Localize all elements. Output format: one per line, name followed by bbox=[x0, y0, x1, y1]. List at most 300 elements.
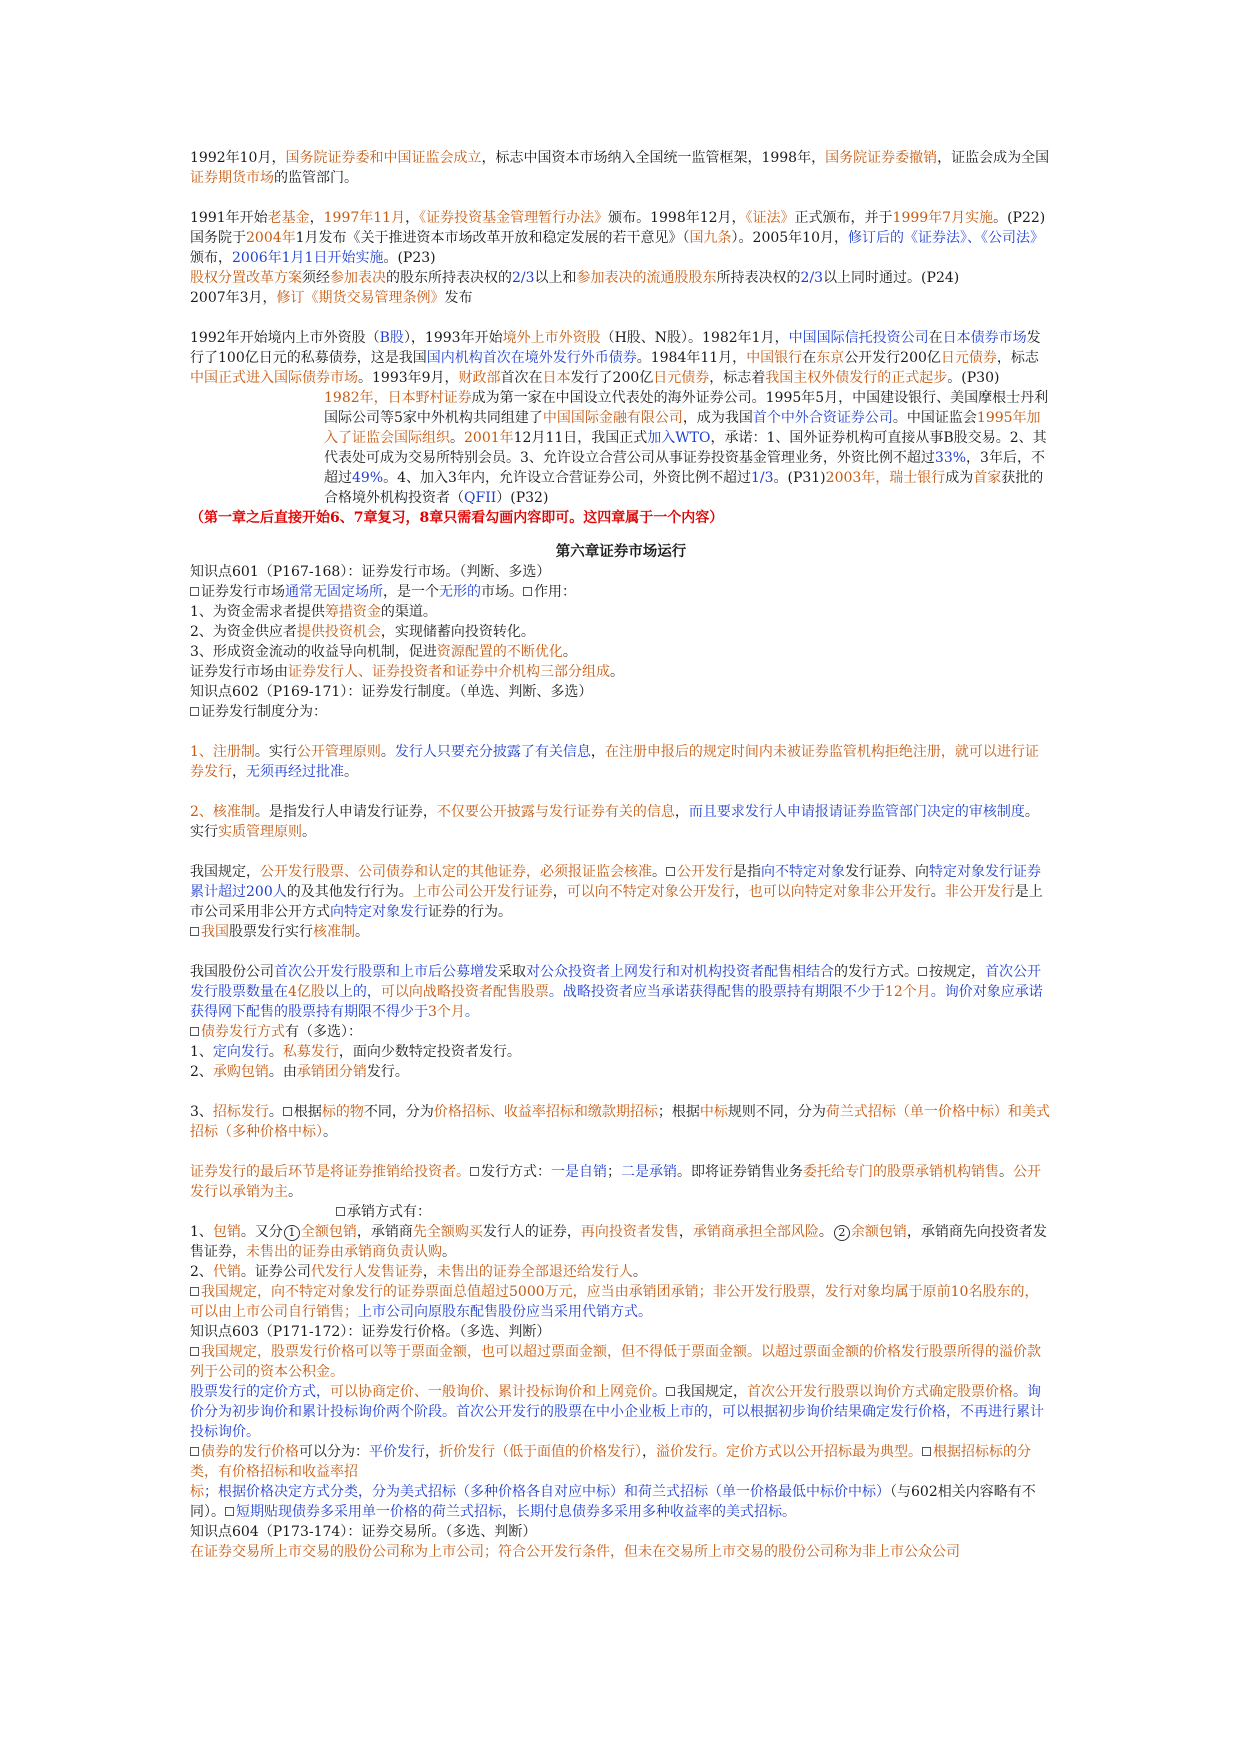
text-segment: 《证券投资基金管理暂行办法》 bbox=[419, 210, 609, 226]
text-segment: ， bbox=[405, 210, 420, 226]
knowledge-point-heading bbox=[190, 1322, 1052, 1342]
text-segment: 境外上市外资股 bbox=[502, 330, 601, 346]
text-segment: 3、形成资金流动的收益导向机制，促进 bbox=[190, 644, 437, 660]
text-segment: ，是一个 bbox=[383, 584, 439, 600]
text-segment: 12月11日，我国正式 bbox=[513, 430, 648, 446]
paragraph-gap bbox=[190, 188, 1052, 208]
bullet-box-icon bbox=[283, 1107, 292, 1116]
text-segment: 代销 bbox=[212, 1264, 241, 1280]
text-segment: 发行人的证券， bbox=[482, 1224, 581, 1240]
text-segment: 一是自销 bbox=[551, 1164, 607, 1180]
text-segment: 股票发行实行 bbox=[229, 924, 313, 940]
paragraph bbox=[190, 1382, 1052, 1442]
text-segment: 。 bbox=[610, 664, 624, 680]
text-segment: 2、为资金供应者 bbox=[190, 624, 297, 640]
text-segment: 成为 bbox=[945, 470, 974, 486]
knowledge-point-heading bbox=[190, 682, 1052, 702]
text-segment: 1992年10月， bbox=[190, 150, 286, 166]
text-segment: ，标志着 bbox=[709, 370, 766, 386]
text-segment: ， bbox=[422, 1264, 437, 1280]
text-segment: 2003年， bbox=[825, 470, 890, 486]
text-segment: 公开发行 bbox=[677, 864, 733, 880]
text-segment: 2007年3月， bbox=[190, 290, 277, 306]
bullet-box-icon bbox=[470, 1167, 479, 1176]
text-segment: 承销方式有： bbox=[347, 1204, 431, 1220]
text-segment: ；根据价格决定方式分类，分为美式招标（多种价格各自对应中标）和荷兰式招标（单一价格最低中标价中标） bbox=[204, 1484, 890, 1500]
text-segment: 。 bbox=[355, 924, 369, 940]
paragraph-gap bbox=[190, 782, 1052, 802]
text-segment: 49% bbox=[352, 470, 384, 486]
text-segment: 招标发行 bbox=[212, 1104, 269, 1120]
text-segment: 无形的 bbox=[439, 584, 481, 600]
text-segment: 。 bbox=[442, 1244, 456, 1260]
text-segment: 2004年 bbox=[246, 230, 296, 246]
text-segment: 以上的， bbox=[324, 984, 381, 1000]
text-segment: ，承销商 bbox=[356, 1224, 413, 1240]
text-segment: （与602相关内容略有不同）。 bbox=[190, 1484, 1036, 1520]
text-segment: 核准制 bbox=[313, 924, 355, 940]
text-segment: 4亿股 bbox=[288, 984, 325, 1000]
text-segment: 中国银行 bbox=[746, 350, 803, 366]
text-segment: 。中国证监会 bbox=[892, 410, 977, 426]
text-segment: 加入WTO bbox=[647, 430, 711, 446]
text-segment: 。 bbox=[344, 764, 358, 780]
text-segment: 。 bbox=[652, 864, 666, 880]
text-segment: 我国规定， bbox=[201, 1284, 271, 1300]
text-segment: 1982年， bbox=[324, 390, 388, 406]
text-segment: 2/3 bbox=[512, 270, 535, 286]
text-segment: 。 bbox=[464, 1004, 479, 1020]
text-segment: 。 bbox=[288, 1184, 302, 1200]
text-segment: 发行人只要充分披露了有关信息 bbox=[394, 744, 591, 760]
text-segment: 我国规定， bbox=[201, 1344, 271, 1360]
text-segment: 筹措资金 bbox=[324, 604, 381, 620]
text-segment: 。 bbox=[268, 1044, 283, 1060]
text-segment: 成为第一家在中国设立代表处的海外证券公司。1995年5月，中国建设银行、美国摩根士丹利国际公司等5家中外机构共同组建了 bbox=[324, 390, 1049, 426]
text-segment: 向特定对象发行 bbox=[330, 904, 428, 920]
paragraph bbox=[190, 1202, 1052, 1222]
text-segment: 。 bbox=[652, 1384, 666, 1400]
text-segment: 是上市公司采用非公开方式 bbox=[190, 884, 1043, 920]
paragraph bbox=[190, 1062, 1052, 1082]
text-segment: 2、 bbox=[190, 1264, 213, 1280]
text-segment: 包销 bbox=[212, 1224, 241, 1240]
text-segment: 核准制 bbox=[212, 804, 255, 820]
paragraph bbox=[190, 328, 1052, 388]
text-segment: 不同，分为 bbox=[363, 1104, 434, 1120]
text-segment: ，证监会成为全国 bbox=[937, 150, 1050, 166]
text-segment: 1995年加入了证监会国际组织 bbox=[324, 410, 1041, 446]
text-segment: 先全额购买 bbox=[412, 1224, 483, 1240]
text-segment: 的发行方式。 bbox=[834, 964, 918, 980]
text-segment: 中标 bbox=[699, 1104, 728, 1120]
text-segment: 中国国际信托投资公司 bbox=[788, 330, 929, 346]
text-segment: 未售出的证券由承销商负责认购 bbox=[246, 1244, 442, 1260]
text-segment: 国九条 bbox=[689, 230, 732, 246]
bullet-box-icon bbox=[190, 707, 199, 716]
text-segment: 我国 bbox=[201, 924, 229, 940]
paragraph bbox=[190, 962, 1052, 1022]
text-segment: 标的物 bbox=[321, 1104, 364, 1120]
text-segment: 。即将证券销售业务 bbox=[677, 1164, 803, 1180]
text-segment: 3、 bbox=[190, 1104, 213, 1120]
text-segment: 全额包销 bbox=[300, 1224, 357, 1240]
paragraph bbox=[190, 148, 1052, 188]
text-segment: 可以协商定价、一般询价、累计投标询价和上网竞价 bbox=[330, 1384, 652, 1400]
bullet-box-icon bbox=[336, 1207, 345, 1216]
text-segment: 证券发行人、证券投资者和证券中介机构三部分组成 bbox=[288, 664, 610, 680]
text-segment: 须经 bbox=[302, 270, 330, 286]
text-segment: 债券的发行价格 bbox=[201, 1444, 299, 1460]
text-segment: 首次公开发行股票以询价方式确定股票价格 bbox=[747, 1384, 1013, 1400]
text-segment: 委托给专门的股票承销机构销售 bbox=[803, 1164, 999, 1180]
text-segment: 在证券交易所上市交易的股份公司称为上市公司；符合公开发行条件，但未在交易所上市交易的股份公司称为非上市公众公司 bbox=[190, 1544, 960, 1560]
text-segment: 折价发行（低于面值的价格发行） bbox=[439, 1444, 642, 1460]
text-segment: 债券发行方式 bbox=[201, 1024, 285, 1040]
text-segment: 1999年7月实施 bbox=[892, 210, 994, 226]
text-segment: 我国规定， bbox=[190, 864, 260, 880]
text-segment: 我国规定， bbox=[677, 1384, 747, 1400]
text-segment: 知识点604（P173-174）：证券交易所。（多选、判断） bbox=[190, 1524, 537, 1540]
text-segment: ）(P32) bbox=[496, 490, 549, 506]
text-segment: 未售出的证券全部退还给发行人 bbox=[436, 1264, 633, 1280]
text-segment: ，承诺：1、国外证券机构可直接从事B股交易。2、其代表处可成为交易所特别会员。3、允许设立合营公司从事证券投资基金管理业务，外资比例不超过 bbox=[324, 430, 1047, 466]
text-segment: 证券的行为。 bbox=[428, 904, 512, 920]
text-segment: （第一章之后直接开始6、7章复习，8章只需看勾画内容即可。这四章属于一个内容） bbox=[190, 510, 724, 526]
text-segment: ），1993年开始 bbox=[403, 330, 503, 346]
text-segment: 证券期货市场 bbox=[190, 170, 274, 186]
text-segment: 发行了100亿日元的私募债券，这是我国 bbox=[190, 330, 1041, 366]
paragraph bbox=[190, 1542, 1052, 1562]
text-segment: 可以向战略投资者配售股票 bbox=[380, 984, 549, 1000]
text-segment: ；根据 bbox=[657, 1104, 700, 1120]
paragraph bbox=[190, 1282, 1052, 1322]
text-segment: 作用： bbox=[534, 584, 576, 600]
text-segment: 发行。 bbox=[366, 1064, 409, 1080]
text-segment: 。定价方式以公开招标最为典型。 bbox=[712, 1444, 922, 1460]
text-segment: 知识点603（P171-172）：证券发行价格。（多选、判断） bbox=[190, 1324, 551, 1340]
text-segment: 第六章证券市场运行 bbox=[555, 543, 687, 560]
text-segment: ， bbox=[674, 804, 689, 820]
text-segment: 而且要求发行人申请报请证券监管部门决定的审核制度 bbox=[688, 804, 1025, 820]
text-segment: 的及其他发行行为。 bbox=[286, 884, 413, 900]
text-segment: 采取 bbox=[498, 964, 526, 980]
text-segment: 《证法》 bbox=[745, 210, 795, 226]
text-segment: 我国主权外债发行的正式起步 bbox=[765, 370, 948, 386]
text-segment: ， bbox=[734, 884, 749, 900]
text-segment: 资源配置的不断优化 bbox=[436, 644, 563, 660]
text-segment: 日本 bbox=[542, 370, 571, 386]
text-segment: 颁布。1998年12月， bbox=[608, 210, 746, 226]
text-segment: 荷兰式招标（单一价格中标）和美式招标（多种价格中标） bbox=[190, 1104, 1050, 1140]
text-segment: ，实现储蓄向投资转化。 bbox=[380, 624, 535, 640]
text-segment: ，承销商先向投资者发售证券， bbox=[190, 1224, 1047, 1260]
text-segment: 实质管理原则 bbox=[218, 824, 302, 840]
text-segment: 的股东所持表决权的 bbox=[386, 270, 512, 286]
text-segment: 2、 bbox=[190, 1064, 213, 1080]
text-segment: 短期贴现债券多采用单一价格的荷兰式招标，长期付息债券多采用多种收益率的美式招标 bbox=[236, 1504, 782, 1520]
text-segment: 日元债券 bbox=[653, 370, 710, 386]
text-segment: 。 bbox=[930, 884, 945, 900]
text-segment: 承销团分销 bbox=[296, 1064, 367, 1080]
text-segment: 获批的合格境外机构投资者（ bbox=[324, 470, 1044, 506]
bullet-box-icon bbox=[190, 587, 199, 596]
paragraph bbox=[190, 268, 1052, 288]
text-segment: ； bbox=[607, 1164, 621, 1180]
paragraph bbox=[190, 862, 1052, 922]
text-segment: 。 bbox=[999, 1164, 1013, 1180]
text-segment: 股票发行的定价方式， bbox=[190, 1384, 330, 1400]
text-segment: ；非公开发行股票，发行对象均属于 bbox=[698, 1284, 923, 1300]
paragraph bbox=[190, 702, 1052, 722]
text-segment: 股权分置改革方案 bbox=[190, 270, 302, 286]
paragraph-gap bbox=[190, 722, 1052, 742]
text-segment: 。4、加入3年内，允许设立合营证券公司，外资比例不超过 bbox=[383, 470, 751, 486]
paragraph bbox=[190, 208, 1052, 268]
text-segment: 证券发行制度分为： bbox=[201, 704, 327, 720]
text-segment: 1、 bbox=[190, 1224, 213, 1240]
document-page bbox=[190, 148, 1052, 1562]
text-segment: 正式颁布，并于 bbox=[794, 210, 893, 226]
text-segment: 瑞士银行 bbox=[889, 470, 946, 486]
text-segment: 的，可以由上市公司自行销售； bbox=[190, 1284, 1039, 1320]
text-segment: 上市公司向原股东配售股份应当采用代销方式 bbox=[358, 1304, 638, 1320]
text-segment: 。 bbox=[632, 1264, 647, 1280]
text-segment: 2/3 bbox=[800, 270, 824, 286]
text-segment: 。又分 bbox=[240, 1224, 283, 1240]
text-segment: 承销商承担全部风险 bbox=[692, 1224, 819, 1240]
bullet-box-icon bbox=[666, 1387, 675, 1396]
text-segment: 1997年11月 bbox=[323, 210, 406, 226]
text-segment: 不仅要公开披露与发行证券有关的信息 bbox=[436, 804, 675, 820]
text-segment: 知识点602（P169-171）：证券发行制度。（单选、判断、多选） bbox=[190, 684, 593, 700]
paragraph bbox=[190, 742, 1052, 782]
text-segment: 财政部 bbox=[458, 370, 501, 386]
paragraph bbox=[190, 1102, 1052, 1142]
bullet-box-icon bbox=[922, 1447, 931, 1456]
text-segment: 。 bbox=[562, 644, 577, 660]
text-segment: 日元债券 bbox=[940, 350, 997, 366]
text-segment: 在注册申报后的规定时间内未被证券监管机构拒绝注册，就可以进行证券发行 bbox=[190, 744, 1039, 780]
text-segment: 余额包销 bbox=[850, 1224, 907, 1240]
text-segment: 证券发行的最后环节是将证券推销给投资者。 bbox=[190, 1164, 470, 1180]
text-segment: 公开发行股票、公司债券和认定的其他证券，必须报证监会核准 bbox=[260, 864, 652, 880]
paragraph-gap bbox=[190, 842, 1052, 862]
text-segment: 是指 bbox=[733, 864, 761, 880]
text-segment: 向不特定对象发行的证券票面总值超过5000万元，应当由承销团承销 bbox=[271, 1284, 699, 1300]
text-segment: 1、为资金需求者提供 bbox=[190, 604, 325, 620]
text-segment: 首次公开发行股票数量在 bbox=[190, 964, 1041, 1000]
text-segment: 首个中外合资证券公司 bbox=[752, 410, 893, 426]
circled-number: 1 bbox=[284, 1225, 300, 1241]
text-segment: 。1993年9月， bbox=[358, 370, 459, 386]
bullet-box-icon bbox=[523, 587, 532, 596]
chapter-title bbox=[190, 542, 1052, 562]
text-segment: 定向发行 bbox=[212, 1044, 269, 1060]
text-segment: 。询价分为初步询价和累计投标询价两个阶段。首次公开发行的股票在中小企业板上市的，可以根据初步询价结果确定发行价格，不再进行累计投标询价。 bbox=[190, 1384, 1044, 1440]
text-segment: 公开发行以承销为主 bbox=[190, 1164, 1041, 1200]
text-segment: QFII bbox=[464, 490, 497, 506]
text-segment: 参加表决的流通股股东 bbox=[576, 270, 717, 286]
paragraph bbox=[190, 642, 1052, 662]
paragraph-gap bbox=[190, 942, 1052, 962]
text-segment: 1992年开始境内上市外资股（ bbox=[190, 330, 380, 346]
paragraph bbox=[190, 1262, 1052, 1282]
text-segment: 的监管部门。 bbox=[274, 170, 358, 186]
text-segment: 1、 bbox=[190, 744, 213, 760]
text-segment: 老基金 bbox=[267, 210, 310, 226]
text-segment: 1月发布《关于推进资本市场改革开放和稳定发展的若干意见》（ bbox=[295, 230, 690, 246]
paragraph bbox=[190, 508, 1052, 528]
text-segment: 根据 bbox=[293, 1104, 322, 1120]
text-segment: ， bbox=[425, 1444, 439, 1460]
bullet-box-icon bbox=[190, 927, 199, 936]
bullet-box-icon bbox=[190, 1027, 199, 1036]
text-segment: ， bbox=[309, 210, 324, 226]
text-segment: 。 bbox=[380, 744, 395, 760]
text-segment: ，标志中国资本市场纳入全国统一监管框架，1998年， bbox=[481, 150, 826, 166]
text-segment: 。 bbox=[450, 430, 464, 446]
text-segment: 国内机构首次在境外发行外币债券 bbox=[426, 350, 637, 366]
text-segment: 2001年 bbox=[464, 430, 514, 446]
paragraph bbox=[190, 1342, 1052, 1382]
paragraph-gap bbox=[190, 1142, 1052, 1162]
text-segment: 1/3 bbox=[750, 470, 774, 486]
paragraph bbox=[190, 602, 1052, 622]
paragraph bbox=[190, 622, 1052, 642]
text-segment: 发行证券、向 bbox=[845, 864, 929, 880]
text-segment: 2、 bbox=[190, 804, 213, 820]
paragraph-gap bbox=[190, 1082, 1052, 1102]
text-segment: 公开发行200亿 bbox=[844, 350, 941, 366]
text-segment: 颁布， bbox=[190, 250, 232, 266]
text-segment: 可以向不特定对象公开发行 bbox=[566, 884, 735, 900]
text-segment: 。 bbox=[330, 1364, 344, 1380]
text-segment: 的渠道。 bbox=[380, 604, 437, 620]
text-segment: 首次在 bbox=[500, 370, 543, 386]
knowledge-point-heading bbox=[190, 562, 1052, 582]
text-segment: 特定对象发行证券累计超过200人 bbox=[190, 864, 1041, 900]
text-segment: 以上和 bbox=[534, 270, 577, 286]
text-segment: 可以分为： bbox=[299, 1444, 369, 1460]
text-segment: 12个月 bbox=[884, 984, 931, 1000]
text-segment: 修订《期货交易管理条例》 bbox=[276, 290, 445, 306]
text-segment: 再向投资者发售 bbox=[580, 1224, 679, 1240]
text-segment: ， bbox=[642, 1444, 656, 1460]
text-segment: 1、 bbox=[190, 1044, 213, 1060]
text-segment: 知识点601（P167-168）：证券发行市场。（判断、多选） bbox=[190, 564, 551, 580]
text-segment: ，成为我国 bbox=[682, 410, 753, 426]
text-segment: 中国国际金融有限公司 bbox=[542, 410, 683, 426]
text-segment: 。 bbox=[268, 1104, 283, 1120]
text-segment: 按规定， bbox=[929, 964, 985, 980]
text-segment: 首家 bbox=[973, 470, 1002, 486]
text-segment: ， bbox=[232, 764, 246, 780]
text-segment: 。战略投资者应当承诺获得配售的股票持有期限不少于 bbox=[548, 984, 885, 1000]
text-segment: 发行方式： bbox=[481, 1164, 551, 1180]
text-segment: 。 bbox=[818, 1224, 833, 1240]
text-segment: 市场。 bbox=[481, 584, 523, 600]
text-segment: 对公众投资者上网发行和对机构投资者配售相结合 bbox=[526, 964, 834, 980]
text-segment: 原前10名股东 bbox=[922, 1284, 1011, 1300]
text-segment: ，3年后，不超过 bbox=[324, 450, 1045, 486]
text-segment: 私募发行 bbox=[282, 1044, 339, 1060]
bullet-box-icon bbox=[190, 1447, 199, 1456]
text-segment: 非公开发行 bbox=[944, 884, 1015, 900]
text-segment: 2006年1月1日开始实施 bbox=[232, 250, 384, 266]
text-segment: 平价发行 bbox=[369, 1444, 425, 1460]
text-segment: 。是指发行人申请发行证券， bbox=[254, 804, 437, 820]
text-segment: 向不特定对象 bbox=[761, 864, 845, 880]
text-segment: 证券发行市场 bbox=[201, 584, 285, 600]
text-segment: 。实行 bbox=[190, 804, 1039, 840]
paragraph bbox=[190, 388, 1052, 508]
text-segment: 东京 bbox=[816, 350, 845, 366]
paragraph bbox=[190, 802, 1052, 842]
bullet-box-icon bbox=[666, 867, 675, 876]
text-segment: ，面向少数特定投资者发行。 bbox=[338, 1044, 521, 1060]
text-segment: 价格招标、收益率招标和缴款期招标 bbox=[433, 1104, 658, 1120]
paragraph bbox=[190, 1442, 1052, 1522]
text-segment: 我国股份公司 bbox=[190, 964, 274, 980]
text-segment: 参加表决 bbox=[330, 270, 386, 286]
text-segment: 注册制 bbox=[212, 744, 255, 760]
text-segment: 无须再经过批准 bbox=[246, 764, 344, 780]
text-segment: 公开管理原则 bbox=[296, 744, 381, 760]
text-segment: 所持表决权的 bbox=[716, 270, 801, 286]
text-segment: 在 bbox=[802, 350, 817, 366]
text-segment: ）。2005年10月， bbox=[731, 230, 848, 246]
text-segment: 。(P22)国务院于 bbox=[190, 210, 1046, 246]
text-segment: 证券发行市场由 bbox=[190, 664, 288, 680]
text-segment: 国务院证券委和中国证监会成立 bbox=[285, 150, 482, 166]
text-segment: 日本债券市场 bbox=[942, 330, 1027, 346]
text-segment: 规则不同，分为 bbox=[727, 1104, 826, 1120]
text-segment: 。 bbox=[302, 824, 316, 840]
text-segment: 。证券公司 bbox=[240, 1264, 311, 1280]
text-segment: 以上同时通过。(P24) bbox=[823, 270, 960, 286]
text-segment: 。1984年11月， bbox=[636, 350, 747, 366]
bullet-box-icon bbox=[190, 1287, 199, 1296]
text-segment: 。由 bbox=[268, 1064, 297, 1080]
text-segment: 。询价对象应承诺获得网下配售的股票持有期限不得少于 bbox=[190, 984, 1043, 1020]
text-segment: 在 bbox=[928, 330, 943, 346]
text-segment: 。 bbox=[323, 1124, 337, 1140]
paragraph bbox=[190, 288, 1052, 308]
text-segment: ，标志 bbox=[996, 350, 1039, 366]
text-segment: 。(P23) bbox=[383, 250, 436, 266]
text-segment: 。(P30) bbox=[947, 370, 1000, 386]
text-segment: 也可以向特定对象非公开发行 bbox=[748, 884, 931, 900]
text-segment: 发行了200亿 bbox=[570, 370, 654, 386]
text-segment: 有（多选）： bbox=[285, 1024, 362, 1040]
text-segment: 上市公司公开发行证券 bbox=[412, 884, 553, 900]
text-segment: 代发行人发售证券 bbox=[310, 1264, 423, 1280]
text-segment: ， bbox=[590, 744, 605, 760]
text-segment: 中国正式进入国际债券市场 bbox=[190, 370, 358, 386]
paragraph bbox=[190, 1222, 1052, 1262]
paragraph bbox=[190, 1042, 1052, 1062]
text-segment: 1991年开始 bbox=[190, 210, 268, 226]
text-segment: 发布 bbox=[444, 290, 473, 306]
text-segment: 日本野村证券 bbox=[387, 390, 472, 406]
bullet-box-icon bbox=[190, 1347, 199, 1356]
text-segment: 首次公开发行股票和上市后公募增发 bbox=[274, 964, 498, 980]
text-segment: B股 bbox=[379, 330, 404, 346]
circled-number: 2 bbox=[834, 1225, 850, 1241]
text-segment: 3个月 bbox=[428, 1004, 465, 1020]
bullet-box-icon bbox=[225, 1507, 234, 1516]
